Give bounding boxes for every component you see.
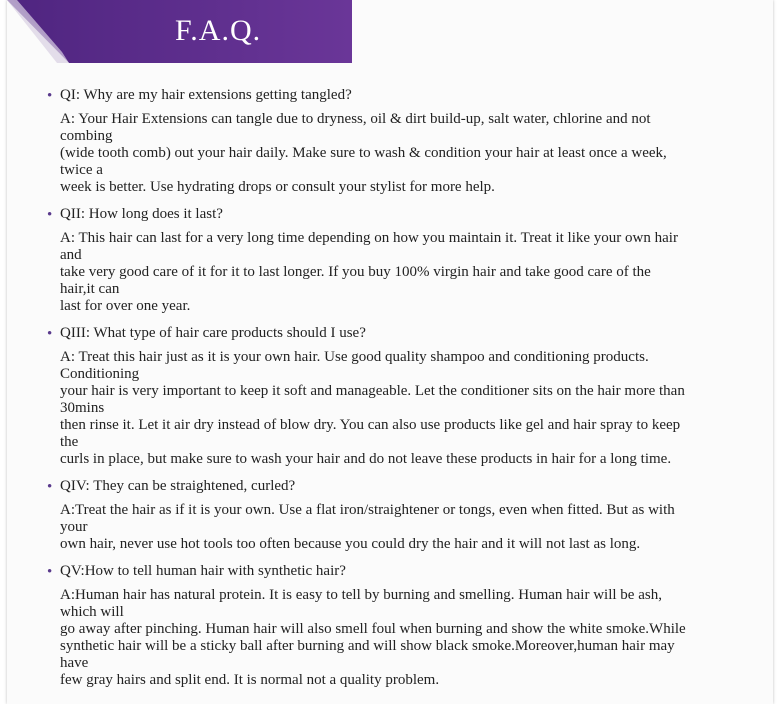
faq-item-4 (7, 475, 747, 553)
bullet-icon: • (47, 479, 53, 495)
faq-page (7, 0, 773, 704)
faq-answer-5 (60, 587, 747, 689)
faq-item-2 (7, 203, 747, 315)
answer-line: A:Human hair has natural protein. It is easy to tell by burning and smelling. Human hair will be ash, (60, 587, 662, 603)
bullet-icon: • (47, 326, 53, 342)
answer-line: twice a (60, 162, 103, 178)
answer-line: 30mins (60, 400, 105, 416)
bullet-icon: • (47, 564, 53, 580)
answer-line: combing (60, 128, 113, 144)
faq-question-4: QIV: They can be straightened, curled? (60, 478, 296, 494)
answer-line: A:Treat the hair as if it is your own. Use a flat iron/straightener or tongs, even when fitted. But as with (60, 502, 675, 518)
answer-line: then rinse it. Let it air dry instead of blow dry. You can also use products like gel and hair spray to keep (60, 417, 681, 433)
answer-line: your (60, 519, 88, 535)
answer-line: the (60, 434, 79, 450)
answer-line: which will (60, 604, 124, 620)
answer-line: A: Treat this hair just as it is your own hair. Use good quality shampoo and conditioning products. (60, 349, 649, 365)
answer-line: week is better. Use hydrating drops or consult your stylist for more help. (60, 179, 495, 195)
answer-line: synthetic hair will be a sticky ball after burning and will show black smoke.Moreover,human hair may (60, 638, 675, 654)
answer-line: Conditioning (60, 366, 140, 382)
answer-line: your hair is very important to keep it soft and manageable. Let the conditioner sits on the hair more than (60, 383, 685, 399)
faq-answer-2 (60, 230, 747, 315)
faq-list (7, 84, 747, 696)
faq-question-2: QII: How long does it last? (60, 206, 223, 222)
answer-line: and (60, 247, 82, 263)
answer-line: (wide tooth comb) out your hair daily. Make sure to wash & condition your hair at least once a week, (60, 145, 667, 161)
faq-answer-3 (60, 349, 747, 468)
page-title: F.A.Q. (175, 14, 262, 47)
answer-line: few gray hairs and split end. It is normal not a quality problem. (60, 672, 440, 688)
answer-line: go away after pinching. Human hair will also smell foul when burning and show the white smoke.While (60, 621, 686, 637)
answer-line: hair,it can (60, 281, 120, 297)
answer-line: take very good care of it for it to last longer. If you buy 100% virgin hair and take good care of the (60, 264, 651, 280)
answer-line: last for over one year. (60, 298, 191, 314)
faq-answer-1 (60, 111, 747, 196)
faq-question-5: QV:How to tell human hair with synthetic hair? (60, 563, 346, 579)
answer-line: A: Your Hair Extensions can tangle due to dryness, oil & dirt build-up, salt water, chlorine and not (60, 111, 651, 127)
answer-line: A: This hair can last for a very long time depending on how you maintain it. Treat it like your own hair (60, 230, 678, 246)
faq-item-1 (7, 84, 747, 196)
answer-line: own hair, never use hot tools too often because you could dry the hair and it will not last as long. (60, 536, 641, 552)
faq-question-1: QI: Why are my hair extensions getting tangled? (60, 87, 352, 103)
faq-item-5 (7, 560, 747, 689)
answer-line: have (60, 655, 89, 671)
faq-item-3 (7, 322, 747, 468)
bullet-icon: • (47, 207, 53, 223)
answer-line: curls in place, but make sure to wash your hair and do not leave these products in hair for a long time. (60, 451, 672, 467)
faq-question-3: QIII: What type of hair care products should I use? (60, 325, 366, 341)
faq-header-banner (7, 0, 352, 63)
bullet-icon: • (47, 88, 53, 104)
faq-answer-4 (60, 502, 747, 553)
